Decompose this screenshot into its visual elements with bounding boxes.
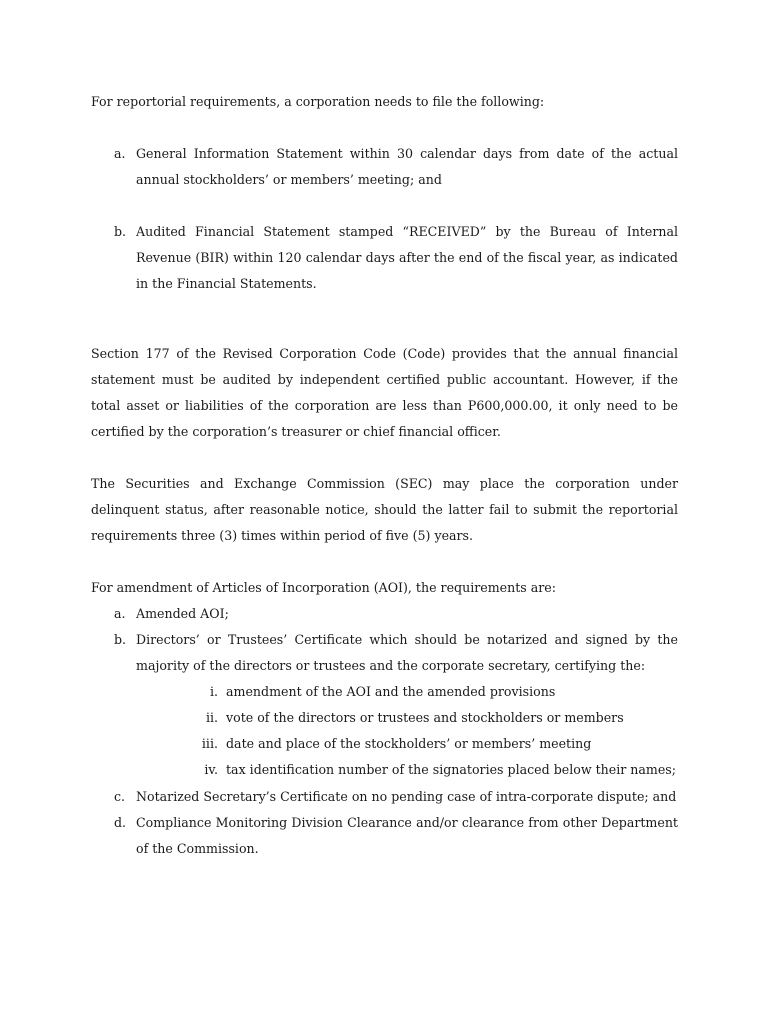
list-item-text: Directors’ or Trustees’ Certificate which should be notarized and signed by the majority of the directors or trustees and the corporate secretary, certifying the:	[136, 632, 678, 673]
list-marker: a.	[114, 606, 126, 621]
amendment-item-d	[114, 810, 678, 862]
amendment-subitem-iv	[196, 757, 678, 783]
list-item-text: Compliance Monitoring Division Clearance and/or clearance from other Department of the Commission.	[136, 815, 678, 856]
reportorial-intro: For reportorial requirements, a corporation needs to file the following:	[91, 94, 545, 109]
list-item-text: General Information Statement within 30 calendar days from date of the actual annual stockholders’ or members’ meeting; and	[136, 146, 678, 187]
sublist-marker: iii.	[201, 736, 218, 751]
list-marker: b.	[114, 224, 127, 239]
reportorial-item-b	[114, 219, 678, 297]
section-177-paragraph: Section 177 of the Revised Corporation Code (Code) provides that the annual financial statement must be audited by independent certified public accountant. However, if the total asset or liabilities of the corporation are less than P600,000.00, it only need to be certified by the corporation’s treasurer or chief financial officer.	[91, 346, 678, 439]
reportorial-item-a	[114, 141, 678, 193]
amendment-subitem-iii	[196, 731, 678, 757]
list-item-text: Amended AOI;	[136, 606, 229, 621]
list-marker: c.	[114, 789, 126, 804]
list-marker: b.	[114, 632, 127, 647]
list-item-text: Notarized Secretary’s Certificate on no pending case of intra-corporate dispute; and	[136, 789, 677, 804]
sublist-marker: i.	[209, 684, 218, 699]
sublist-item-text: tax identification number of the signatories placed below their names;	[226, 762, 676, 777]
amendment-item-c	[114, 784, 678, 810]
amendment-item-b	[114, 627, 678, 679]
sublist-item-text: amendment of the AOI and the amended provisions	[226, 684, 556, 699]
list-marker: d.	[114, 815, 127, 830]
sublist-item-text: vote of the directors or trustees and stockholders or members	[226, 710, 624, 725]
amendment-subitem-i	[196, 679, 678, 705]
amendment-item-a	[114, 601, 678, 627]
list-marker: a.	[114, 146, 126, 161]
sublist-item-text: date and place of the stockholders’ or members’ meeting	[226, 736, 592, 751]
amendment-subitem-ii	[196, 705, 678, 731]
list-item-text: Audited Financial Statement stamped “RECEIVED” by the Bureau of Internal Revenue (BIR) within 120 calendar days after the end of the fiscal year, as indicated in the Financial Statements.	[136, 224, 678, 291]
sec-paragraph: The Securities and Exchange Commission (SEC) may place the corporation under delinquent status, after reasonable notice, should the latter fail to submit the reportorial requirements three (3) times within period of five (5) years.	[91, 476, 678, 543]
amendment-intro: For amendment of Articles of Incorporation (AOI), the requirements are:	[91, 580, 556, 595]
sublist-marker: iv.	[204, 762, 218, 777]
sublist-marker: ii.	[205, 710, 218, 725]
